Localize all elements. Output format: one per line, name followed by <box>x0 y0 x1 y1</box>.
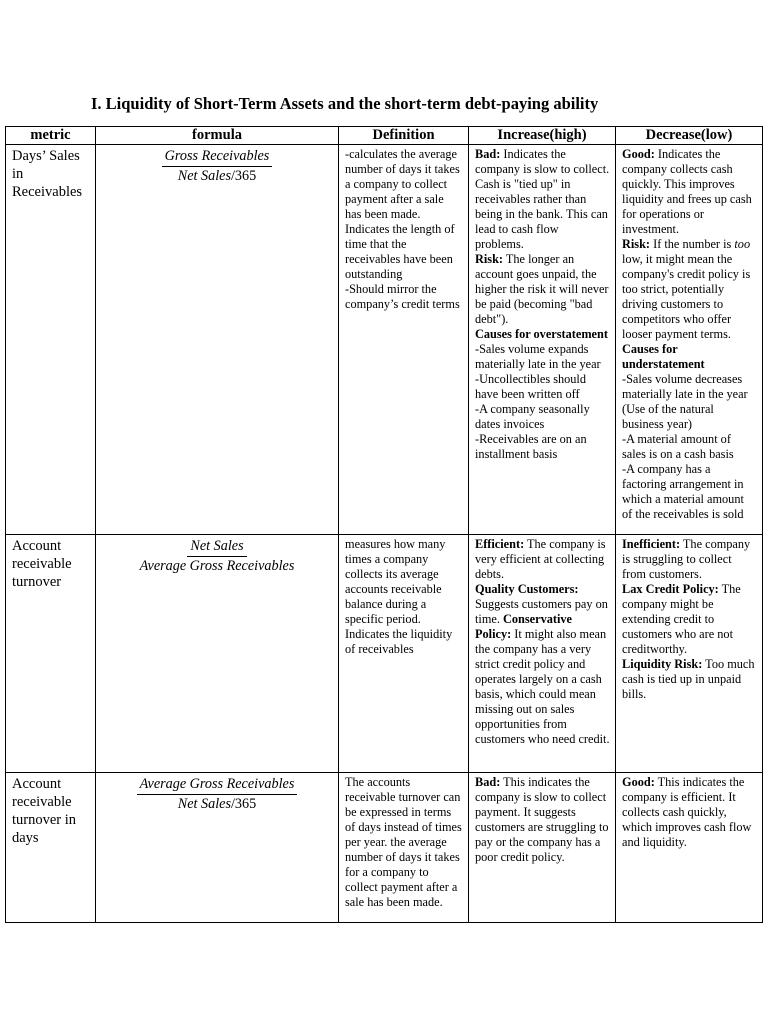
table-row <box>6 535 763 773</box>
cause-item: -Sales volume decreases materially late in the year (Use of the natural business year) <box>622 372 748 431</box>
formula-denominator <box>175 167 259 185</box>
bad-label: Bad: <box>475 775 501 789</box>
bad-text: Indicates the company is slow to collect. Cash is "tied up" in receivables rather than being in the bank. This can lead to cash flow problems. <box>475 147 610 251</box>
lax-credit-paragraph <box>622 582 757 657</box>
inefficient-paragraph <box>622 537 757 582</box>
increase-cell <box>469 773 616 923</box>
lax-credit-label: Lax Credit Policy: <box>622 582 719 596</box>
formula-numerator: Gross Receivables <box>162 148 273 167</box>
page-title: I. Liquidity of Short-Term Assets and the short-term debt-paying ability <box>91 94 599 113</box>
cause-item: -Sales volume expands materially late in the year <box>475 342 601 371</box>
risk-label: Risk: <box>475 252 504 266</box>
formula-denominator-term: Net Sales <box>177 168 231 184</box>
risk-label: Risk: <box>622 237 651 251</box>
definition-line: -calculates the average number of days it takes a company to collect payment after a sale has been made. <box>345 147 460 221</box>
table-row <box>6 773 763 923</box>
causes-label: Causes for overstatement <box>475 327 608 341</box>
formula-cell <box>96 535 339 773</box>
liquidity-risk-label: Liquidity Risk: <box>622 657 703 671</box>
efficient-paragraph <box>475 537 610 582</box>
increase-cell <box>469 535 616 773</box>
cause-item: -Receivables are on an installment basis <box>475 432 587 461</box>
good-text: Indicates the company collects cash quickly. This improves liquidity and frees up cash for operations or investment. <box>622 147 752 236</box>
risk-emphasis: too <box>734 237 751 251</box>
formula-days-constant: 365 <box>234 168 257 184</box>
efficient-label: Efficient: <box>475 537 525 551</box>
definition-cell: The accounts receivable turnover can be expressed in terms of days instead of times per year. the average number of days it takes for a company to collect payment after a sale has been made. <box>339 773 469 923</box>
decrease-cell <box>616 535 763 773</box>
good-label: Good: <box>622 147 655 161</box>
increase-cell <box>469 145 616 535</box>
liquidity-risk-text: Too much cash is tied up in unpaid bills. <box>622 657 755 701</box>
cause-item: -A material amount of sales is on a cash basis <box>622 432 734 461</box>
column-header-metric: metric <box>6 127 96 145</box>
table-header-row <box>6 127 763 145</box>
good-text: This indicates the company is efficient. It collects cash quickly, which improves cash flow and liquidity. <box>622 775 752 849</box>
formula-denominator: Average Gross Receivables <box>139 558 295 574</box>
risk-text: The longer an account goes unpaid, the higher the risk it will never be paid (becoming "bad debt"). <box>475 252 609 326</box>
decrease-cell <box>616 773 763 923</box>
liquidity-ratios-table <box>5 126 763 923</box>
bad-label: Bad: <box>475 147 501 161</box>
conservative-policy-text: It might also mean the company has a very strict credit policy and operates largely on a cash basis, which could mean missing out on sales opportunities from customers who need credit. <box>475 627 610 746</box>
column-header-increase: Increase(high) <box>469 127 616 145</box>
metric-cell: Account receivable turnover <box>6 535 96 773</box>
formula-fraction <box>137 776 298 813</box>
liquidity-risk-paragraph <box>622 657 757 702</box>
formula-numerator: Net Sales <box>187 538 246 557</box>
table-row <box>6 145 763 535</box>
risk-text: If the number is <box>650 237 735 251</box>
quality-customers-text: Suggests customers pay on time. <box>475 597 608 626</box>
increase-bad-paragraph <box>475 147 610 252</box>
definition-line: Indicates the length of time that the receivables have been outstanding <box>345 222 455 281</box>
formula-divide-sign: / <box>230 796 235 812</box>
formula-fraction <box>137 538 298 575</box>
cause-item: -Uncollectibles should have been written off <box>475 372 586 401</box>
efficient-text: The company is very efficient at collecting debts. <box>475 537 606 581</box>
formula-cell <box>96 145 339 535</box>
risk-text: low, it might mean the company's credit policy is too strict, potentially driving customers to competitors who offer looser payment terms. <box>622 252 751 341</box>
column-header-definition: Definition <box>339 127 469 145</box>
inefficient-label: Inefficient: <box>622 537 681 551</box>
decrease-cell <box>616 145 763 535</box>
inefficient-text: The company is struggling to collect from customers. <box>622 537 751 581</box>
formula-days-constant: 365 <box>234 796 257 812</box>
increase-risk-paragraph <box>475 252 610 327</box>
formula-numerator: Average Gross Receivables <box>137 776 298 795</box>
cause-item: -A company seasonally dates invoices <box>475 402 590 431</box>
good-label: Good: <box>622 775 655 789</box>
definition-line: -Should mirror the company’s credit terms <box>345 282 460 311</box>
column-header-decrease: Decrease(low) <box>616 127 763 145</box>
metric-cell: Account receivable turnover in days <box>6 773 96 923</box>
metric-cell: Days’ Sales in Receivables <box>6 145 96 535</box>
quality-customers-paragraph <box>475 582 610 747</box>
causes-label: Causes for understatement <box>622 342 705 371</box>
formula-denominator-term: Net Sales <box>177 796 231 812</box>
bad-text: This indicates the company is slow to collect payment. It suggests customers are struggling to pay or the company has a poor credit policy. <box>475 775 609 864</box>
definition-cell <box>339 145 469 535</box>
conservative-policy-label: Conservative Policy: <box>475 612 572 641</box>
decrease-good-paragraph <box>622 147 757 237</box>
formula-denominator <box>175 795 259 813</box>
cause-item: -A company has a factoring arrangement in which a material amount of the receivables is sold <box>622 462 744 521</box>
column-header-formula: formula <box>96 127 339 145</box>
formula-fraction <box>162 148 273 185</box>
formula-cell <box>96 773 339 923</box>
decrease-risk-paragraph <box>622 237 757 342</box>
formula-divide-sign: / <box>230 168 235 184</box>
lax-credit-text: The company might be extending credit to customers who are not creditworthy. <box>622 582 741 656</box>
definition-cell: measures how many times a company collects its average accounts receivable balance during a specific period. Indicates the liquidity of receivables <box>339 535 469 773</box>
quality-customers-label: Quality Customers: <box>475 582 579 596</box>
